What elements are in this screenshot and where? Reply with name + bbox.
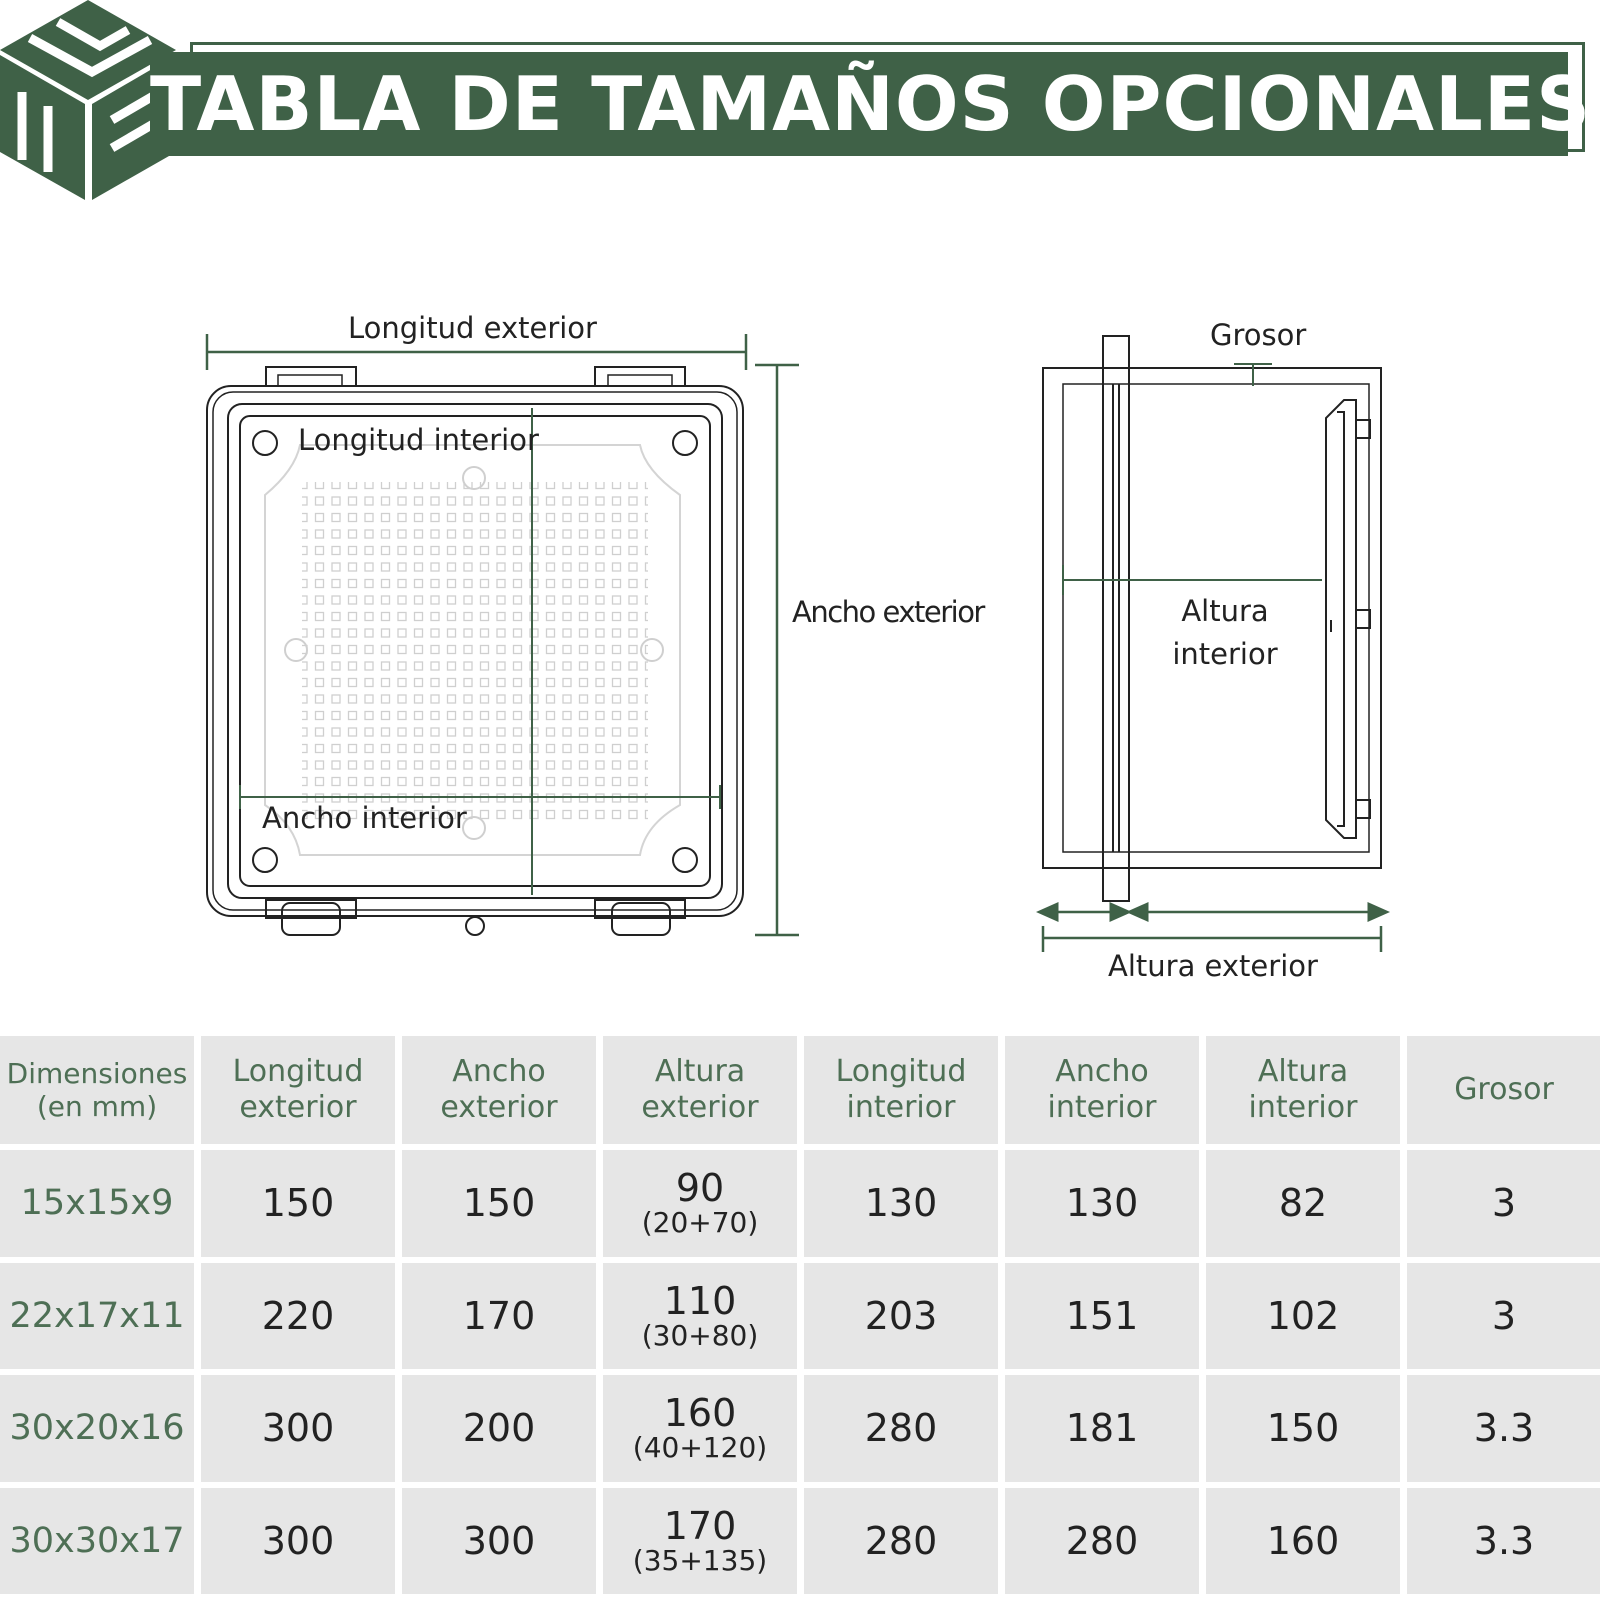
cell-longitud-exterior: 300 (201, 1488, 395, 1595)
cell-altura-exterior (603, 1150, 797, 1257)
header-ancho-exterior: Ancho exterior (402, 1036, 596, 1144)
label-altura-interior: Altura interior (1172, 594, 1278, 671)
cell-ancho-interior: 151 (1005, 1263, 1199, 1370)
altura-exterior-detail: (35+135) (632, 1543, 768, 1577)
size-table (0, 1030, 1600, 1600)
cell-longitud-interior: 280 (804, 1488, 998, 1595)
label-longitud-interior: Longitud interior (298, 423, 539, 457)
header-dimensiones: Dimensiones (en mm) (0, 1036, 194, 1144)
table-row (0, 1150, 1600, 1257)
page-title: TABLA DE TAMAÑOS OPCIONALES (150, 52, 1568, 156)
cell-altura-exterior (603, 1263, 797, 1370)
label-altura-exterior: Altura exterior (1108, 949, 1318, 983)
cell-ancho-exterior: 150 (402, 1150, 596, 1257)
altura-exterior-value: 160 (663, 1391, 737, 1436)
cell-altura-interior: 160 (1206, 1488, 1400, 1595)
cell-size: 30x20x16 (0, 1375, 194, 1482)
cell-ancho-interior: 181 (1005, 1375, 1199, 1482)
cell-longitud-interior: 280 (804, 1375, 998, 1482)
cell-grosor: 3.3 (1407, 1375, 1600, 1482)
altura-exterior-detail: (20+70) (641, 1206, 759, 1240)
cell-ancho-exterior: 300 (402, 1488, 596, 1595)
header-longitud-exterior: Longitud exterior (201, 1036, 395, 1144)
cell-longitud-interior: 130 (804, 1150, 998, 1257)
cell-size: 15x15x9 (0, 1150, 194, 1257)
cell-altura-exterior (603, 1375, 797, 1482)
label-ancho-exterior: Ancho exterior (792, 595, 984, 629)
cell-longitud-exterior: 150 (201, 1150, 395, 1257)
cell-longitud-exterior: 220 (201, 1263, 395, 1370)
altura-exterior-value: 110 (663, 1278, 737, 1323)
cell-grosor: 3 (1407, 1150, 1600, 1257)
altura-exterior-value: 90 (675, 1166, 725, 1211)
altura-exterior-detail: (40+120) (632, 1431, 768, 1465)
label-longitud-exterior: Longitud exterior (348, 311, 597, 345)
header-grosor: Grosor (1407, 1036, 1600, 1144)
cell-ancho-exterior: 200 (402, 1375, 596, 1482)
cell-size: 22x17x11 (0, 1263, 194, 1370)
cell-altura-interior: 150 (1206, 1375, 1400, 1482)
cell-grosor: 3 (1407, 1263, 1600, 1370)
cell-size: 30x30x17 (0, 1488, 194, 1595)
altura-exterior-value: 170 (663, 1503, 737, 1548)
header-altura-interior: Altura interior (1206, 1036, 1400, 1144)
cell-altura-interior: 102 (1206, 1263, 1400, 1370)
cell-grosor: 3.3 (1407, 1488, 1600, 1595)
header-longitud-interior: Longitud interior (804, 1036, 998, 1144)
cell-altura-interior: 82 (1206, 1150, 1400, 1257)
cell-ancho-interior: 130 (1005, 1150, 1199, 1257)
header-altura-exterior: Altura exterior (603, 1036, 797, 1144)
cell-ancho-interior: 280 (1005, 1488, 1199, 1595)
cell-altura-exterior (603, 1488, 797, 1595)
table-row (0, 1375, 1600, 1482)
cell-longitud-exterior: 300 (201, 1375, 395, 1482)
label-grosor: Grosor (1210, 318, 1307, 352)
altura-exterior-detail: (30+80) (641, 1318, 759, 1352)
cell-ancho-exterior: 170 (402, 1263, 596, 1370)
cell-longitud-interior: 203 (804, 1263, 998, 1370)
table-header-row (0, 1036, 1600, 1144)
header-ancho-interior: Ancho interior (1005, 1036, 1199, 1144)
table-row (0, 1488, 1600, 1595)
label-ancho-interior: Ancho interior (262, 801, 467, 835)
table-row (0, 1263, 1600, 1370)
